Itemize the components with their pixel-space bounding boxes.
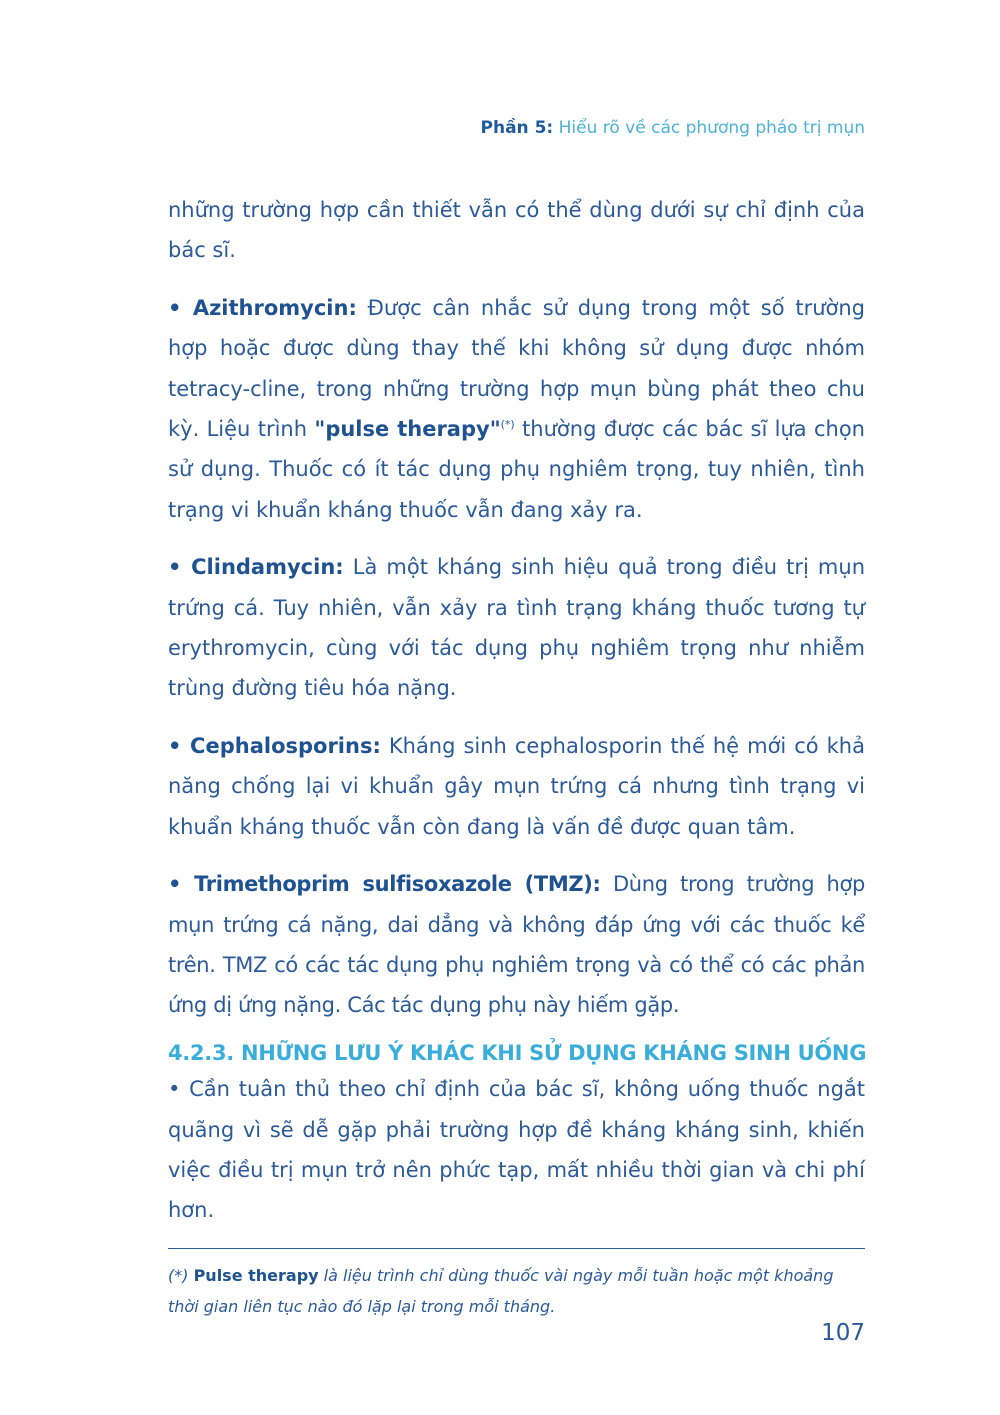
cephalosporins-text: Kháng sinh cephalosporin thế hệ mới có khả năng chống lại vi khuẩn gây mụn trứng cá nhưng tình trạng vi khuẩn kháng thuốc vẫn còn đang là vấn đề được quan tâm. bbox=[168, 733, 865, 839]
note-paragraph: • Cần tuân thủ theo chỉ định của bác sĩ, không uống thuốc ngắt quãng vì sẽ dễ gặp phải trường hợp đề kháng kháng sinh, khiến việc điều trị mụn trở nên phức tạp, mất nhiều thời gian và chi phí hơn. bbox=[168, 1077, 865, 1223]
section-heading: 4.2.3. NHỮNG LƯU Ý KHÁC KHI SỬ DỤNG KHÁNG SINH UỐNG bbox=[168, 1040, 867, 1065]
footnote bbox=[168, 1260, 865, 1322]
azithromycin-text-before: Được cân nhắc sử dụng trong một số trường hợp hoặc được dùng thay thế khi không sử dụng được nhóm tetracy-cline, trong những trường hợp mụn bùng phát theo chu kỳ. Liệu trình bbox=[168, 295, 866, 442]
running-header bbox=[481, 118, 865, 138]
azithromycin-term: • Azithromycin: bbox=[168, 295, 357, 320]
footnote-mark: (*) bbox=[168, 1266, 189, 1285]
azithromycin-text-after: thường được các bác sĩ lựa chọn sử dụng. Thuốc có ít tác dụng phụ nghiêm trọng, tuy nhiên, tình trạng vi khuẩn kháng thuốc vẫn đang xảy ra. bbox=[168, 417, 865, 522]
header-part-label: Phần 5: bbox=[480, 118, 554, 138]
body-text bbox=[168, 190, 865, 1248]
tmz-paragraph bbox=[168, 864, 865, 1026]
page-number: 107 bbox=[821, 1320, 865, 1346]
pulse-therapy-term: "pulse therapy" bbox=[314, 417, 501, 442]
footnote-term: Pulse therapy bbox=[193, 1266, 319, 1285]
footnote-reference-mark[interactable]: (*) bbox=[500, 418, 515, 432]
clindamycin-term: • Clindamycin: bbox=[168, 555, 344, 580]
azithromycin-paragraph bbox=[168, 288, 865, 530]
intro-paragraph: những trường hợp cần thiết vẫn có thể dùng dưới sự chỉ định của bác sĩ. bbox=[168, 198, 865, 263]
header-part-title: Hiểu rõ về các phương pháo trị mụn bbox=[558, 118, 865, 138]
footnote-divider bbox=[168, 1248, 865, 1249]
footnote-text: là liệu trình chỉ dùng thuốc vài ngày mỗi tuần hoặc một khoảng thời gian liên tục nào đó lặp lại trong mỗi tháng. bbox=[168, 1266, 834, 1316]
tmz-term: • Trimethoprim sulfisoxazole (TMZ): bbox=[168, 872, 601, 897]
cephalosporins-paragraph bbox=[168, 726, 865, 847]
tmz-text: Dùng trong trường hợp mụn trứng cá nặng, dai dẳng và không đáp ứng với các thuốc kể trên. TMZ có các tác dụng phụ nghiêm trọng và có thể có các phản ứng dị ứng nặng. Các tác dụng phụ này hiếm gặp. bbox=[168, 872, 865, 1018]
cephalosporins-term: • Cephalosporins: bbox=[168, 733, 381, 758]
clindamycin-text: Là một kháng sinh hiệu quả trong điều trị mụn trứng cá. Tuy nhiên, vẫn xảy ra tình trạng kháng thuốc tương tự erythromycin, cùng với tác dụng phụ nghiêm trọng như nhiễm trùng đường tiêu hóa nặng. bbox=[168, 555, 866, 701]
clindamycin-paragraph bbox=[168, 547, 865, 709]
